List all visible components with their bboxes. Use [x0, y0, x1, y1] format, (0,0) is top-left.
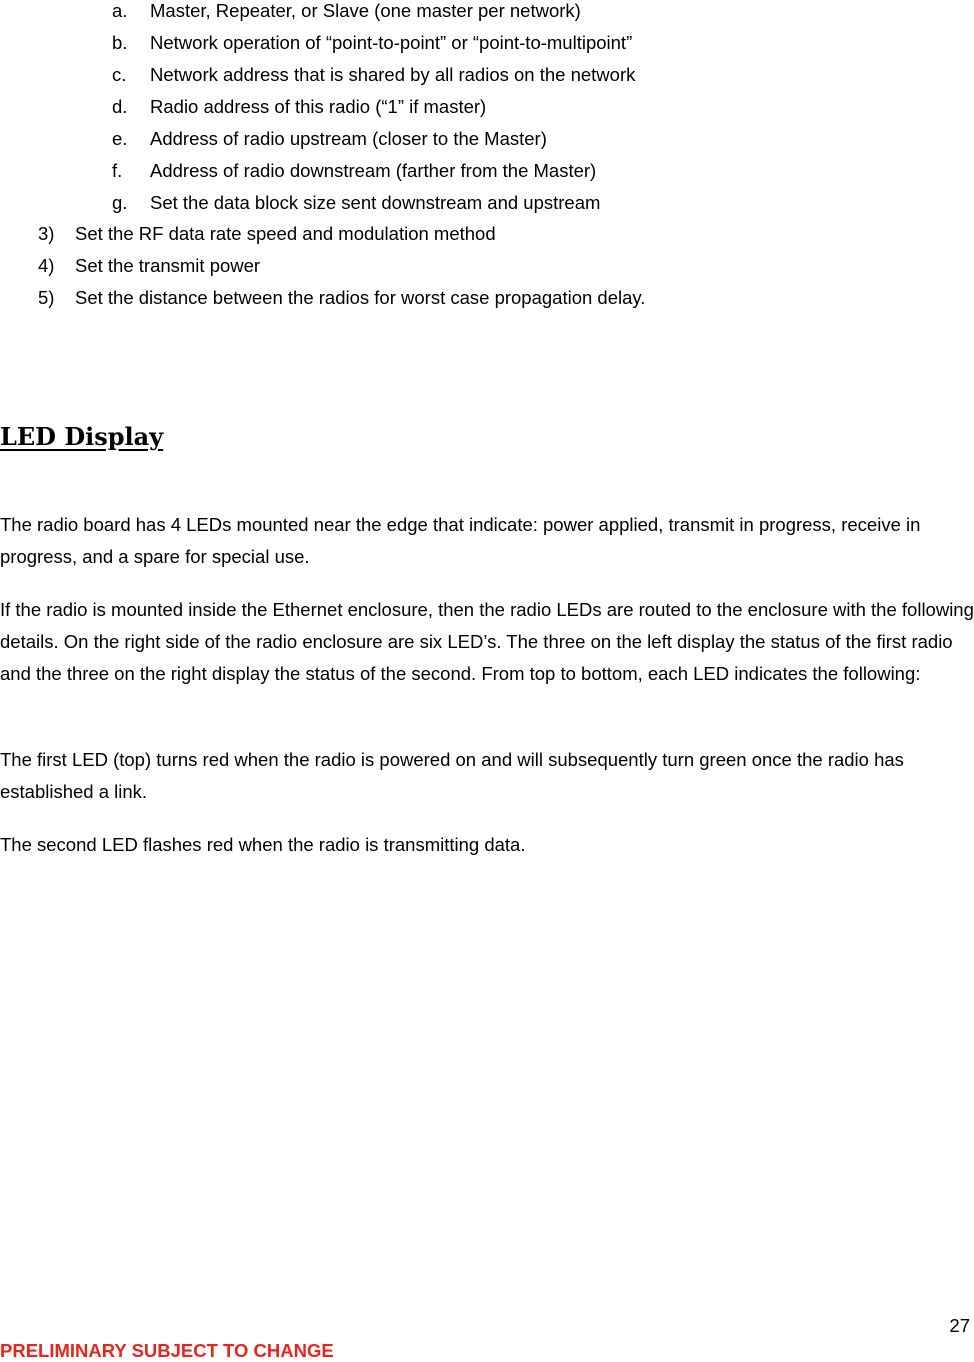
list-item-text: Address of radio upstream (closer to the Master) — [150, 128, 547, 149]
list-marker: e. — [112, 128, 128, 149]
list-item-text: Set the distance between the radios for worst case propagation delay. — [75, 287, 646, 308]
list-item-text: Network address that is shared by all radios on the network — [150, 64, 636, 85]
paragraph-first-led: The first LED (top) turns red when the radio is powered on and will subsequently turn green once the radio has established a link. — [0, 749, 904, 802]
list-marker: a. — [112, 0, 128, 21]
list-item — [112, 128, 635, 160]
list-marker: c. — [112, 64, 127, 85]
list-item-text: Address of radio downstream (farther from the Master) — [150, 160, 597, 181]
list-item-text: Set the RF data rate speed and modulation method — [75, 223, 496, 244]
list-item — [38, 256, 645, 288]
list-item — [112, 32, 635, 64]
list-item-text: Set the transmit power — [75, 255, 261, 276]
list-item — [38, 288, 645, 320]
paragraph-led-overview: The radio board has 4 LEDs mounted near the edge that indicate: power applied, transmit in progress, receive in progress, and a spare for special use. — [0, 514, 921, 567]
lettered-sublist — [112, 0, 635, 224]
list-marker: d. — [112, 96, 128, 117]
footer-notice: PRELIMINARY SUBJECT TO CHANGE — [0, 1340, 334, 1361]
list-item-text: Network operation of “point-to-point” or “point-to-multipoint” — [150, 32, 633, 53]
section-heading: LED Display — [0, 422, 164, 451]
list-item-text: Master, Repeater, or Slave (one master per network) — [150, 0, 581, 21]
list-marker: f. — [112, 160, 123, 181]
numbered-list — [38, 224, 645, 320]
paragraph-enclosure-details: If the radio is mounted inside the Ethernet enclosure, then the radio LEDs are routed to the enclosure with the following details. On the right side of the radio enclosure are six LED’s. The three on the left display the status of the first radio and the three on the right display the status of the second. From top to bottom, each LED indicates the following: — [0, 599, 974, 684]
list-item — [38, 224, 645, 256]
list-item-text: Set the data block size sent downstream and upstream — [150, 192, 601, 213]
list-marker: 4) — [38, 255, 55, 276]
list-marker: 3) — [38, 223, 55, 244]
list-marker: 5) — [38, 287, 55, 308]
list-item-text: Radio address of this radio (“1” if master) — [150, 96, 487, 117]
paragraph-second-led: The second LED flashes red when the radio is transmitting data. — [0, 834, 526, 855]
page-number: 27 — [949, 1315, 970, 1336]
list-item — [112, 192, 635, 224]
list-marker: b. — [112, 32, 128, 53]
list-item — [112, 64, 635, 96]
list-item — [112, 160, 635, 192]
list-item — [112, 0, 635, 32]
list-marker: g. — [112, 192, 128, 213]
list-item — [112, 96, 635, 128]
